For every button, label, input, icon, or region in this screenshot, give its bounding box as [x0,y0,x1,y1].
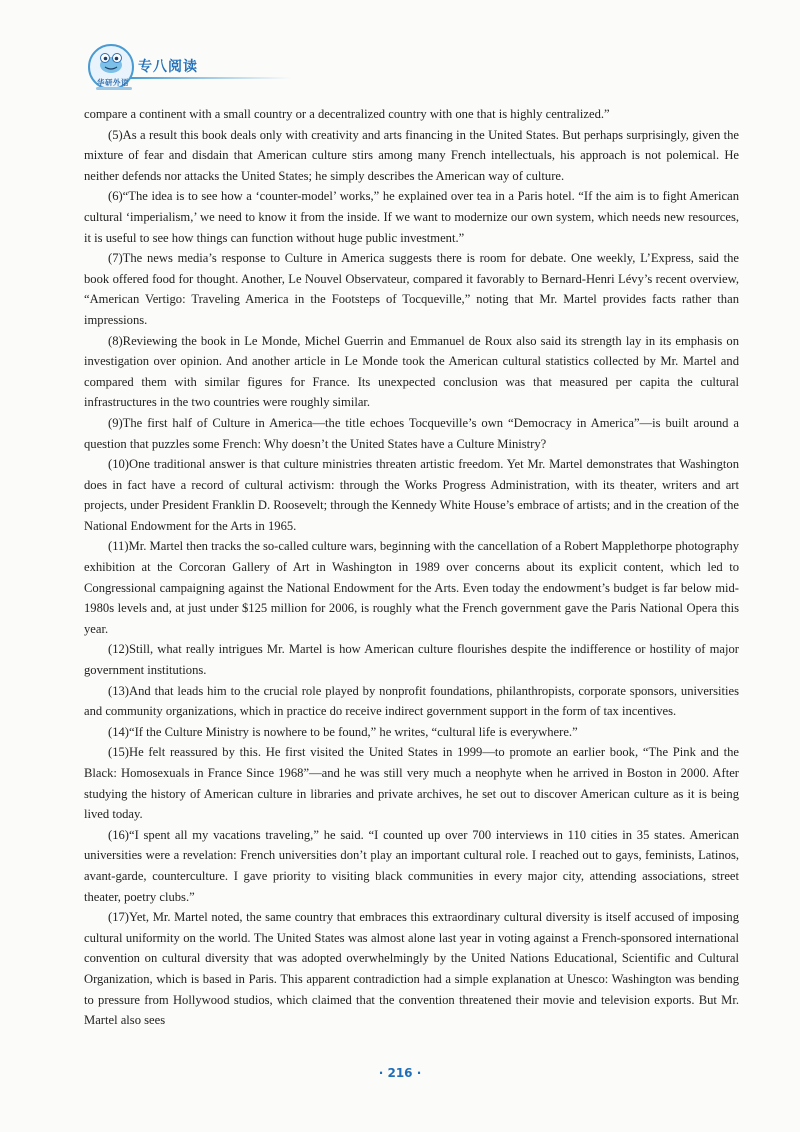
frog-mascot-icon [96,50,126,76]
article-body [84,104,739,1031]
publisher-logo [88,44,134,90]
paragraph-8: (8)Reviewing the book in Le Monde, Michel Guerrin and Emmanuel de Roux also said its strength lay in its emphasis on investigation over opinion. And another article in Le Monde took the American cultural statistics collected by Mr. Martel and compared them with similar figures for France. Its unexpected conclusion was that measured per capita the cultural infrastructures in the two countries were roughly similar. [84,333,739,410]
paragraph-7: (7)The news media’s response to Culture in America suggests there is room for debate. One weekly, L’Express, said the book offered food for thought. Another, Le Nouvel Observateur, compared it favorably to Bernard-Henri Lévy’s recent overview, “American Vertigo: Traveling America in the Footsteps of Tocqueville,” noting that Mr. Martel provides facts rather than impressions. [84,251,739,327]
paragraph-15: (15)He felt reassured by this. He first visited the United States in 1999—to promote an earlier book, “The Pink and the Black: Homosexuals in France Since 1968”—and he was still very much a neophyte when he arrived in Boston in 2000. After studying the history of American culture in libraries and private archives, he set out to discover American culture as it is being lived today. [84,745,739,822]
paragraph-16: (16)“I spent all my vacations traveling,” he said. “I counted up over 700 interviews in 110 cities in 35 states. American universities were a revelation: French universities don’t play an important cultural role. I reached out to gays, feminists, Latinos, avant-garde, counterculture. I gave priority to visiting black communities in every major city, attending associations, street theater, poetry clubs.” [84,827,739,904]
paragraph-12: (12)Still, what really intrigues Mr. Martel is how American culture flourishes despite the indifference or hostility of major government institutions. [84,642,739,678]
paragraph-9: (9)The first half of Culture in America—the title echoes Tocqueville’s own “Democracy in America”—is built around a question that puzzles some French: Why doesn’t the United States have a Culture Ministry? [84,415,739,451]
section-label: 专八阅读 [138,59,198,75]
paragraph-continued: compare a continent with a small country or a decentralized country with one that is highly centralized.” [84,107,610,121]
logo-underline [96,87,132,90]
logo-text: 华研外语 [97,78,129,87]
paragraph-6: (6)“The idea is to see how a ‘counter-model’ works,” he explained over tea in a Paris hotel. “If the aim is to fight American cultural ‘imperialism,’ we need to know it from the inside. If we want to modernize our own system, which needs new resources, it is useful to see how things can function without huge public investment.” [84,189,739,245]
paragraph-13: (13)And that leads him to the crucial role played by nonprofit foundations, philanthropists, corporate sponsors, universities and community organizations, which in practice do receive indirect government support in the form of tax incentives. [84,683,739,719]
page-header [88,44,288,92]
paragraph-10: (10)One traditional answer is that culture ministries threaten artistic freedom. Yet Mr. Martel demonstrates that Washington does in fact have a record of cultural activism: through the Works Progress Administration, with its theater, writers and art projects, under President Franklin D. Roosevelt; through the Kennedy White House’s embrace of artists; and in the creation of the National Endowment for the Arts in 1965. [84,457,739,533]
paragraph-17: (17)Yet, Mr. Martel noted, the same country that embraces this extraordinary cultural diversity is itself accused of imposing cultural uniformity on the world. The United States was almost alone last year in voting against a French-sponsored international convention on cultural diversity that was adopted overwhelmingly by the United Nations Educational, Scientific and Cultural Organization, which is based in Paris. This apparent contradiction had a simple explanation at Unesco: Washington was bending to pressure from Hollywood studios, which claimed that the convention threatened their movie and television exports. But Mr. Martel also sees [84,910,739,1028]
paragraph-5: (5)As a result this book deals only with creativity and arts financing in the United States. But perhaps surprisingly, given the mixture of fear and disdain that American culture stirs among many French intellectuals, his approach is not polemical. He neither defends nor attacks the United States; he simply describes the American way of culture. [84,127,739,183]
paragraph-11: (11)Mr. Martel then tracks the so-called culture wars, beginning with the cancellation of a Robert Mapplethorpe photography exhibition at the Corcoran Gallery of Art in Washington in 1989 over concerns about its explicit content, which led to Congressional campaigning against the National Endowment for the Arts. Even today the endowment’s budget is far below mid-1980s levels and, at just under $125 million for 2006, is roughly what the French government gave the Paris National Opera this year. [84,539,739,636]
paragraph-14: (14)“If the Culture Ministry is nowhere to be found,” he writes, “cultural life is everywhere.” [108,724,578,739]
page-number: · 216 · [378,1066,422,1080]
header-divider [130,77,290,79]
